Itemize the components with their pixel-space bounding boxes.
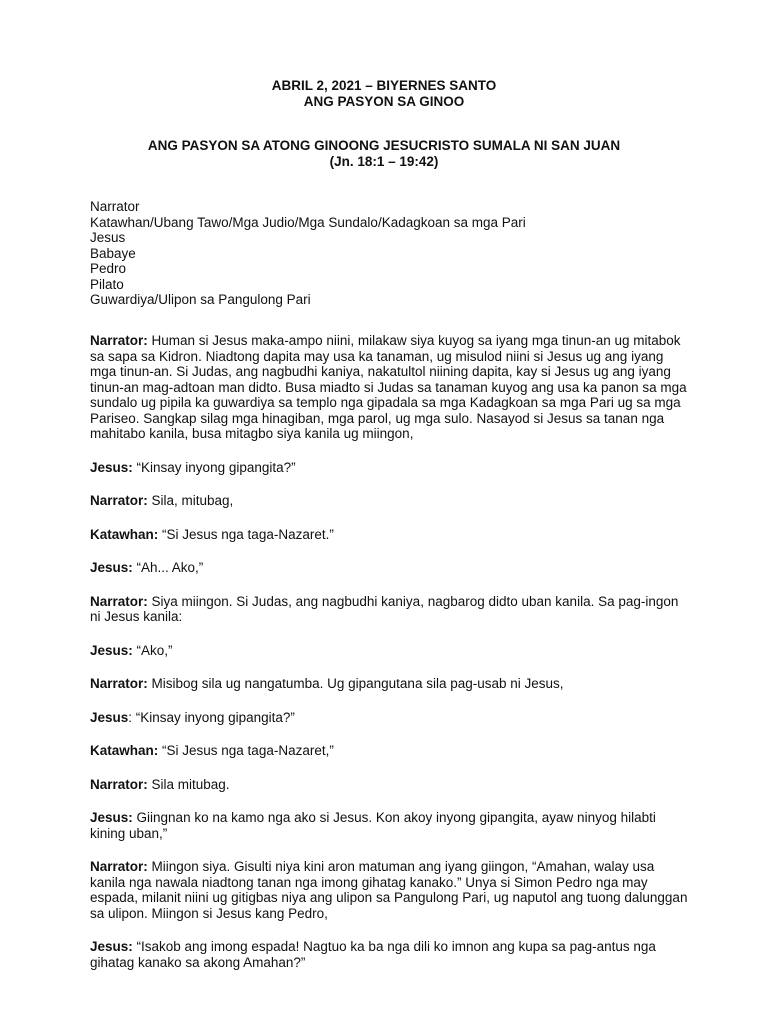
dialogue-entry — [90, 710, 690, 726]
speaker-label: Katawhan: — [90, 743, 159, 758]
dialogue-entry — [90, 743, 690, 759]
service-heading: ANG PASYON SA GINOO — [303, 94, 465, 109]
dialogue-entry — [90, 643, 690, 659]
speaker-label: Jesus: — [90, 810, 133, 825]
role-item: Pedro — [90, 261, 127, 276]
dialogue-text: “Kinsay inyong gipangita?” — [132, 459, 296, 475]
speaker-label: Narrator: — [90, 676, 148, 691]
dialogue-text: Misibog sila ug nangatumba. Ug gipangutana sila pag-usab ni Jesus, — [147, 676, 564, 691]
dialogue-text: Sila mitubag. — [147, 776, 230, 792]
speaker-label: Narrator: — [90, 776, 148, 792]
dialogue-entry — [90, 460, 690, 476]
speaker-label: Narrator: — [90, 333, 148, 348]
role-item: Guwardiya/Ulipon sa Pangulong Pari — [90, 292, 311, 307]
speaker-label: Narrator: — [90, 493, 148, 508]
date-heading: ABRIL 2, 2021 – BIYERNES SANTO — [271, 78, 497, 93]
dialogue-entry — [90, 676, 690, 692]
document-header — [0, 78, 768, 110]
dialogue-entry — [90, 939, 690, 970]
dialogue-entry — [90, 810, 690, 841]
dialogue-entry — [90, 594, 690, 625]
role-item: Narrator — [90, 199, 140, 214]
dialogue-text: Siya miingon. Si Judas, ang nagbudhi kaniya, nagbarog didto uban kanila. Sa pag-ingon ni Jesus kanila: — [90, 593, 679, 624]
dialogue-text: “Ako,” — [132, 642, 173, 658]
roles-list — [90, 199, 690, 308]
dialogue-text: : “Kinsay inyong gipangita?” — [128, 709, 295, 725]
speaker-label: Narrator: — [90, 593, 148, 609]
speaker-label: Narrator: — [90, 859, 148, 874]
speaker-label: Jesus: — [90, 642, 133, 658]
role-item: Babaye — [90, 245, 136, 261]
dialogue-text: “Isakob ang imong espada! Nagtuo ka ba nga dili ko imnon ang kupa sa pag-antus nga gihatag kanako sa akong Amahan?” — [90, 939, 656, 970]
dialogue-text: Sila, mitubag, — [147, 493, 234, 508]
dialogue-entry — [90, 859, 690, 921]
dialogue-text: Giingnan ko na kamo nga ako si Jesus. Kon akoy inyong gipangita, ayaw ninyog hilabti kining uban,” — [90, 810, 656, 841]
dialogue-text: Miingon siya. Gisulti niya kini aron matuman ang iyang giingon, “Amahan, walay usa kanila nga nawala niadtong tanan nga imong gihatag kanako.” Unya si Simon Pedro nga may espada, milanit niini ug gitigbas niya ang ulipon sa Pangulong Pari, ug naputol ang tuong dalunggan sa ulipon. Miingon si Jesus kang Pedro, — [90, 859, 688, 921]
role-item: Jesus — [90, 230, 126, 245]
speaker-label: Jesus — [90, 709, 129, 725]
speaker-label: Jesus: — [90, 939, 133, 954]
dialogue-entry — [90, 560, 690, 576]
title-block — [0, 138, 768, 170]
dialogue-entry — [90, 493, 690, 509]
dialogue-text: “Ah... Ako,” — [132, 560, 204, 575]
speaker-label: Katawhan: — [90, 526, 159, 542]
scripture-reference: (Jn. 18:1 – 19:42) — [329, 154, 439, 169]
dialogue-section — [90, 333, 690, 988]
dialogue-entry — [90, 527, 690, 543]
document-title: ANG PASYON SA ATONG GINOONG JESUCRISTO SUMALA NI SAN JUAN — [147, 138, 621, 153]
speaker-label: Jesus: — [90, 560, 133, 575]
dialogue-entry — [90, 777, 690, 793]
speaker-label: Jesus: — [90, 459, 133, 475]
dialogue-text: “Si Jesus nga taga-Nazaret,” — [158, 743, 334, 758]
role-item: Katawhan/Ubang Tawo/Mga Judio/Mga Sundalo/Kadagkoan sa mga Pari — [90, 214, 526, 230]
dialogue-text: “Si Jesus nga taga-Nazaret.” — [158, 526, 334, 542]
dialogue-text: Human si Jesus maka-ampo niini, milakaw siya kuyog sa iyang mga tinun-an ug mitabok sa sapa sa Kidron. Niadtong dapita may usa ka tanaman, ug misulod niini si Jesus ug ang iyang mga tinun-an. Si Judas, ang nagbudhi kaniya, nakatultol niining dapita, kay si Jesus ug ang iyang tinun-an mag-adtoan man didto. Busa miadto si Judas sa tanaman kuyog ang usa ka panon sa mga sundalo ug pipila ka guwardiya sa templo nga gipadala sa mga Kadagkoan sa mga Pari ug sa mga Pariseo. Sangkap silag mga hinagiban, mga parol, ug mga sulo. Nasayod si Jesus sa tanan nga mahitabo kanila, busa mitagbo siya kanila ug miingon, — [90, 333, 687, 441]
role-item: Pilato — [90, 276, 124, 292]
dialogue-entry — [90, 333, 690, 442]
